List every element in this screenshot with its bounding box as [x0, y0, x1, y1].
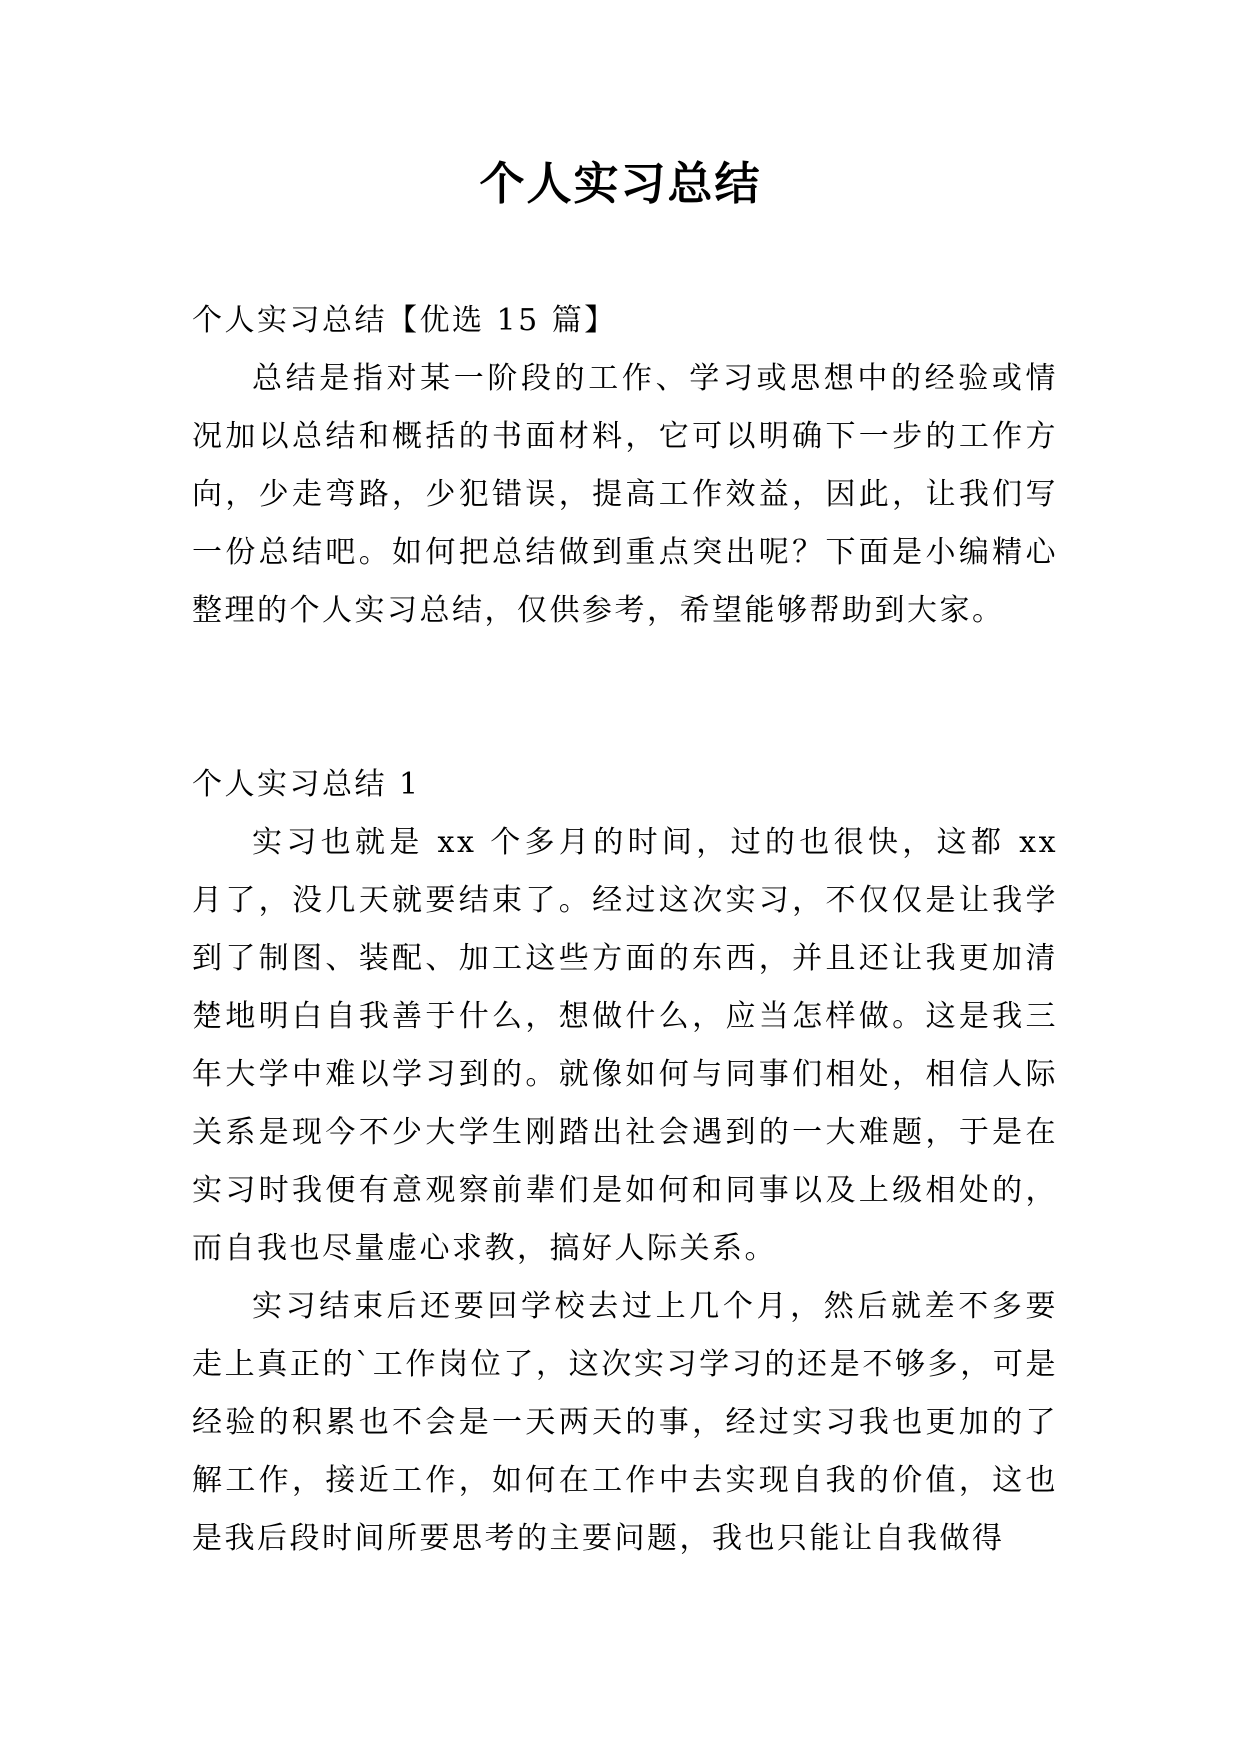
document-body [192, 292, 1058, 1568]
section-heading: 个人实习总结 1 [192, 767, 421, 802]
document-title: 个人实习总结 [479, 157, 762, 210]
document-subtitle: 个人实习总结【优选 15 篇】 [192, 303, 617, 338]
body-paragraph: 实习也就是 xx 个多月的时间，过的也很快，这都 xx 月了，没几天就要结束了。经过这次实习，不仅仅是让我学到了制图、装配、加工这些方面的东西，并且还让我更加清楚地明白自我善于什么，想做什么，应当怎样做。这是我三年大学中难以学习到的。就像如何与同事们相处，相信人际关系是现今不少大学生刚踏出社会遇到的一大难题，于是在实习时我便有意观察前辈们是如何和同事以及上级相处的，而自我也尽量虚心求教，搞好人际关系。 [192, 825, 1058, 1266]
section-spacer [192, 640, 1058, 756]
body-paragraph: 实习结束后还要回学校去过上几个月，然后就差不多要走上真正的`工作岗位了，这次实习学习的还是不够多，可是经验的积累也不会是一天两天的事，经过实习我也更加的了解工作，接近工作，如何在工作中去实现自我的价值，这也是我后段时间所要思考的主要问题，我也只能让自我做得 [192, 1289, 1058, 1556]
intro-paragraph: 总结是指对某一阶段的工作、学习或思想中的经验或情况加以总结和概括的书面材料，它可以明确下一步的工作方向，少走弯路，少犯错误，提高工作效益，因此，让我们写一份总结吧。如何把总结做到重点突出呢？下面是小编精心整理的个人实习总结，仅供参考，希望能够帮助到大家。 [192, 361, 1058, 628]
